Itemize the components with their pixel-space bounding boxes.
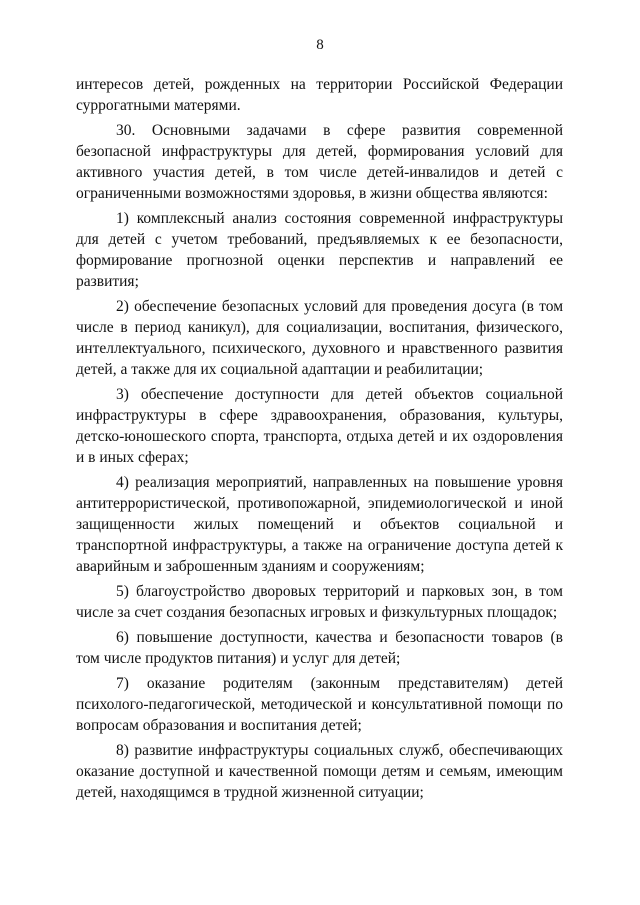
paragraph-item-30: 30. Основными задачами в сфере развития современной безопасной инфраструктуры для детей, формирования условий для активного участия детей, в том числе детей-инвалидов и детей с ограниченными возможностями здоровья, в жизни общества являются: <box>76 122 563 202</box>
list-item-8: 8) развитие инфраструктуры социальных служб, обеспечивающих оказание доступной и качественной помощи детям и семьям, имеющим детей, находящимся в трудной жизненной ситуации; <box>76 742 563 801</box>
list-item-3: 3) обеспечение доступности для детей объектов социальной инфраструктуры в сфере здравоохранения, образования, культуры, детско-юношеского спорта, транспорта, отдыха детей и их оздоровления и в иных сферах; <box>76 386 563 466</box>
list-item-6: 6) повышение доступности, качества и безопасности товаров (в том числе продуктов питания) и услуг для детей; <box>76 629 563 667</box>
paragraph-continuation: интересов детей, рожденных на территории Российской Федерации суррогатными матерями. <box>76 76 563 114</box>
document-body <box>76 74 563 803</box>
list-item-1: 1) комплексный анализ состояния современной инфраструктуры для детей с учетом требований, предъявляемых к ее безопасности, формирование прогнозной оценки перспектив и направлений ее развития; <box>76 210 563 290</box>
list-item-4: 4) реализация мероприятий, направленных на повышение уровня антитеррористической, противопожарной, эпидемиологической и иной защищенности жилых помещений и объектов социальной и транспортной инфраструктуры, а также на ограничение доступа детей к аварийным и заброшенным зданиям и сооружениям; <box>76 474 563 575</box>
page-number: 8 <box>316 37 324 53</box>
list-item-2: 2) обеспечение безопасных условий для проведения досуга (в том числе в период каникул), для социализации, воспитания, физического, интеллектуального, психического, духовного и нравственного развития детей, а также для их социальной адаптации и реабилитации; <box>76 298 563 378</box>
list-item-5: 5) благоустройство дворовых территорий и парковых зон, в том числе за счет создания безопасных игровых и физкультурных площадок; <box>76 583 563 621</box>
list-item-7: 7) оказание родителям (законным представителям) детей психолого-педагогической, методической и консультативной помощи по вопросам образования и воспитания детей; <box>76 675 563 734</box>
